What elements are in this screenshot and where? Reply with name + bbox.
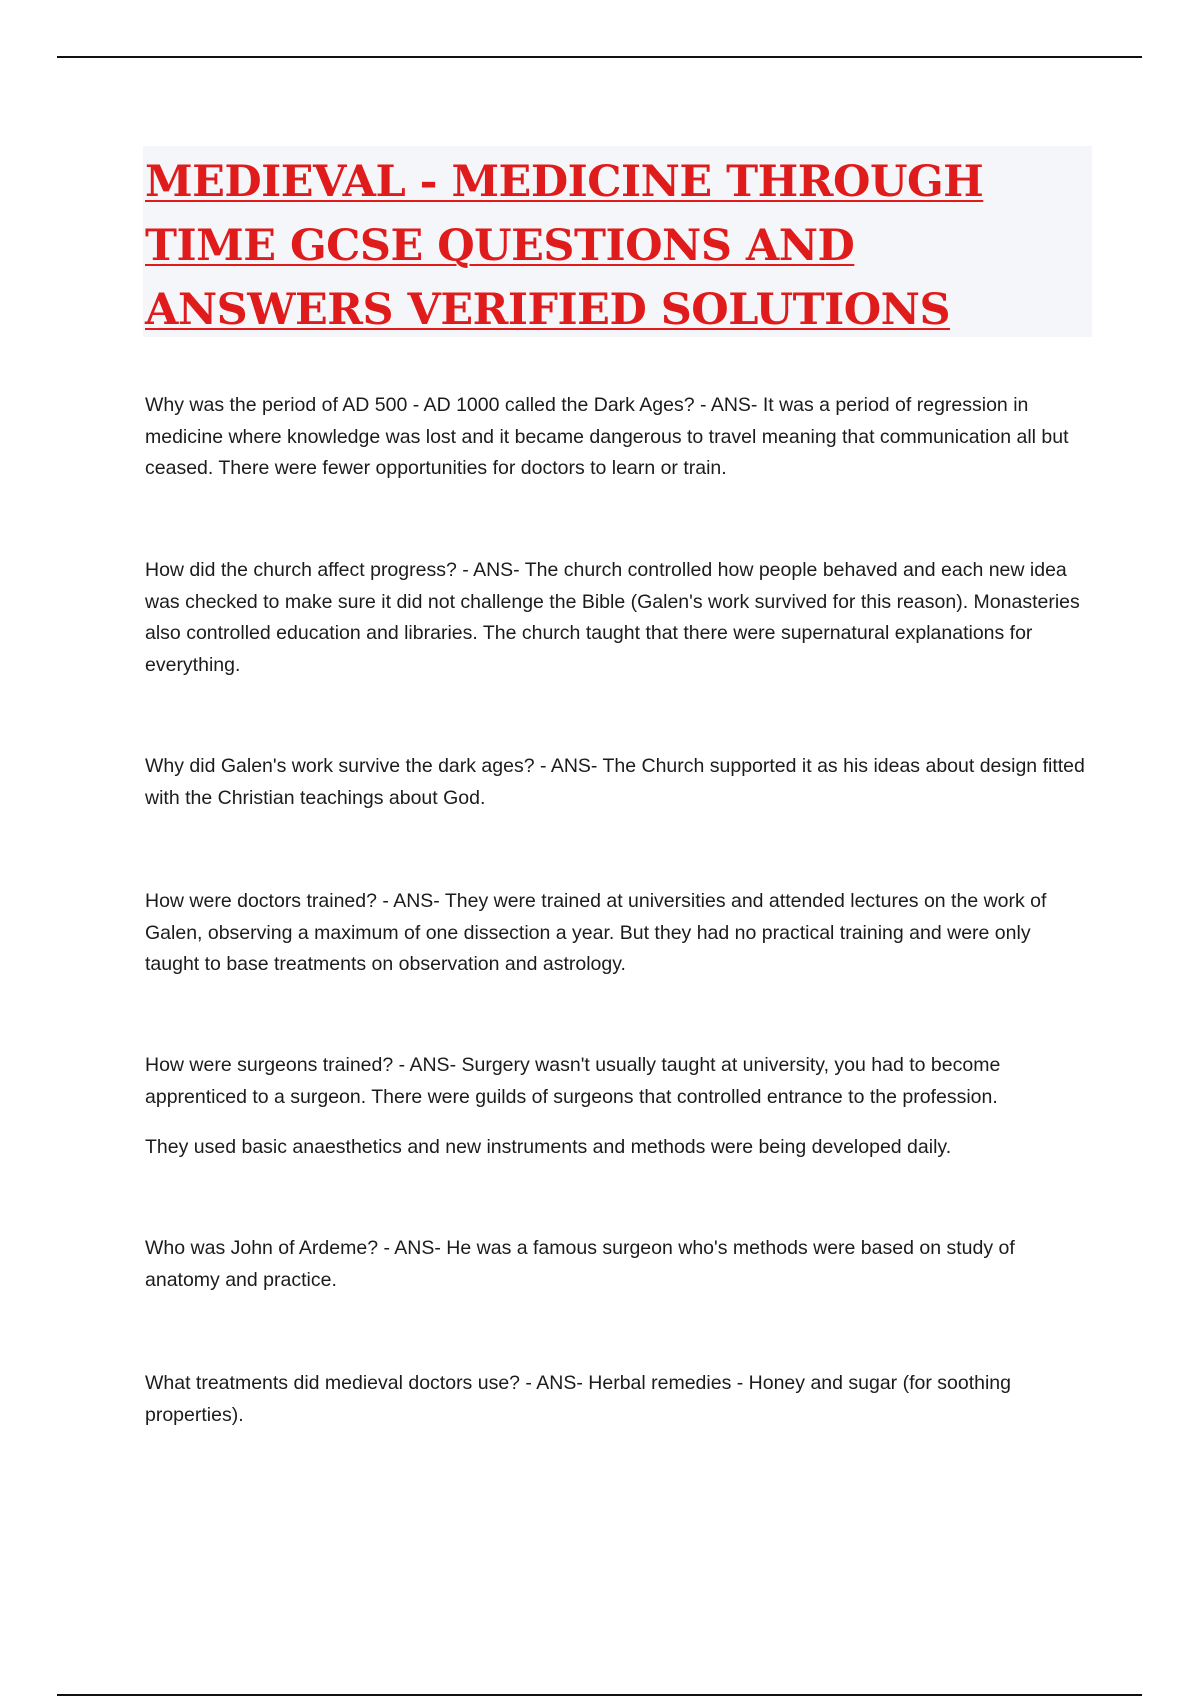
bottom-rule [57,1694,1142,1696]
qa-item-5 [145,1050,1090,1164]
qa-text: How were doctors trained? - ANS- They were trained at universities and attended lectures on the work of Galen, observing a maximum of one dissection a year. But they had no practical training and were only taught to base treatments on observation and astrology. [145,890,1047,975]
qa-item-7 [145,1368,1090,1431]
top-rule [57,56,1142,58]
qa-item-2 [145,555,1090,681]
qa-text: Why did Galen's work survive the dark ages? - ANS- The Church supported it as his ideas about design fitted with the Christian teachings about God. [145,755,1085,809]
qa-text: How did the church affect progress? - ANS- The church controlled how people behaved and each new idea was checked to make sure it did not challenge the Bible (Galen's work survived for this reason). Monasteries also controlled education and libraries. The church taught that there were supernatural explanations for everything. [145,559,1080,676]
document-title: MEDIEVAL - MEDICINE THROUGH TIME GCSE QUESTIONS AND ANSWERS VERIFIED SOLUTIONS [145,157,984,335]
qa-text: Why was the period of AD 500 - AD 1000 called the Dark Ages? - ANS- It was a period of regression in medicine where knowledge was lost and it became dangerous to travel meaning that communication all but ceased. There were fewer opportunities for doctors to learn or train. [145,394,1069,479]
qa-text: What treatments did medieval doctors use? - ANS- Herbal remedies - Honey and sugar (for soothing properties). [145,1372,1011,1426]
qa-item-3 [145,751,1090,814]
qa-text: How were surgeons trained? - ANS- Surgery wasn't usually taught at university, you had to become apprenticed to a surgeon. There were guilds of surgeons that controlled entrance to the profession. [145,1054,1001,1108]
qa-text: They used basic anaesthetics and new instruments and methods were being developed daily. [145,1136,952,1158]
qa-item-6 [145,1233,1090,1296]
qa-item-1 [145,390,1090,485]
qa-item-4 [145,886,1090,981]
qa-text: Who was John of Ardeme? - ANS- He was a famous surgeon who's methods were based on study of anatomy and practice. [145,1237,1015,1291]
